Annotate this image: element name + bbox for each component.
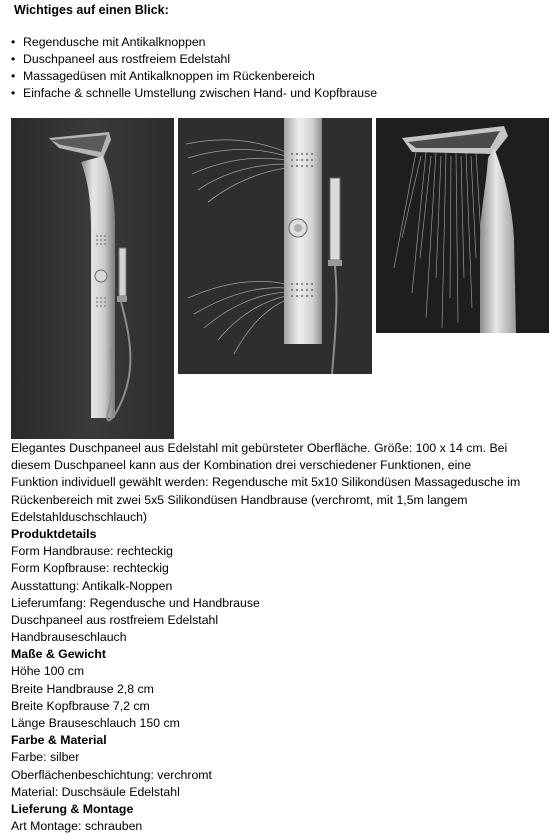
list-item	[11, 68, 551, 85]
description-line: Funktion individuell gewählt werden: Regendusche mit 5x10 Silikondüsen Massagedusche im	[11, 475, 521, 490]
list-item-text: Regendusche mit Antikalknoppen	[23, 35, 206, 49]
detail-line: Duschpaneel aus rostfreiem Edelstahl	[11, 612, 219, 627]
list-item	[11, 34, 551, 51]
section-title-color-material: Farbe & Material	[11, 733, 107, 748]
product-description	[11, 440, 553, 835]
detail-line: Lieferumfang: Regendusche und Handbrause	[11, 595, 260, 610]
description-line: Rückenbereich mit zwei 5x5 Silikondüsen Handbrause (verchromt, mit 1,5m langem	[11, 492, 468, 507]
list-item	[11, 85, 551, 102]
list-item-text: Massagedüsen mit Antikalknoppen im Rückenbereich	[23, 69, 315, 83]
detail-line: Oberflächenbeschichtung: verchromt	[11, 767, 212, 782]
detail-line: Form Handbrause: rechteckig	[11, 544, 173, 559]
bullet-icon: •	[11, 52, 16, 66]
product-photo-rain-shower	[376, 118, 549, 333]
bullet-icon: •	[11, 35, 16, 49]
section-title-dimensions-weight: Maße & Gewicht	[11, 647, 106, 662]
description-line: Elegantes Duschpaneel aus Edelstahl mit gebürsteter Oberfläche. Größe: 100 x 14 cm. Bei	[11, 441, 508, 455]
page-heading: Wichtiges auf einen Blick:	[14, 3, 169, 17]
detail-line: Handbrauseschlauch	[11, 630, 127, 645]
product-photo-massage-jets	[178, 118, 372, 374]
detail-line: Breite Kopfbrause 7,2 cm	[11, 698, 150, 713]
bullet-icon: •	[11, 69, 16, 83]
detail-line: Art Montage: schrauben	[11, 819, 143, 834]
section-title-product-details: Produktdetails	[11, 526, 97, 541]
detail-line: Höhe 100 cm	[11, 664, 85, 679]
detail-line: Breite Handbrause 2,8 cm	[11, 681, 154, 696]
detail-line: Farbe: silber	[11, 750, 80, 765]
bullet-icon: •	[11, 86, 16, 100]
detail-line: Ausstattung: Antikalk-Noppen	[11, 578, 173, 593]
description-line: Edelstahlduschschlauch)	[11, 509, 148, 524]
detail-line: Form Kopfbrause: rechteckig	[11, 561, 169, 576]
feature-list	[11, 34, 551, 102]
detail-line: Material: Duschsäule Edelstahl	[11, 784, 180, 799]
section-title-delivery-mounting: Lieferung & Montage	[11, 801, 134, 816]
description-line: diesem Duschpaneel kann aus der Kombination drei verschiedener Funktionen, eine	[11, 458, 472, 473]
detail-line: Länge Brauseschlauch 150 cm	[11, 716, 180, 730]
list-item-text: Duschpaneel aus rostfreiem Edelstahl	[23, 52, 231, 66]
list-item	[11, 51, 551, 68]
product-photo-full-panel	[11, 118, 174, 439]
list-item-text: Einfache & schnelle Umstellung zwischen Hand- und Kopfbrause	[23, 86, 378, 100]
